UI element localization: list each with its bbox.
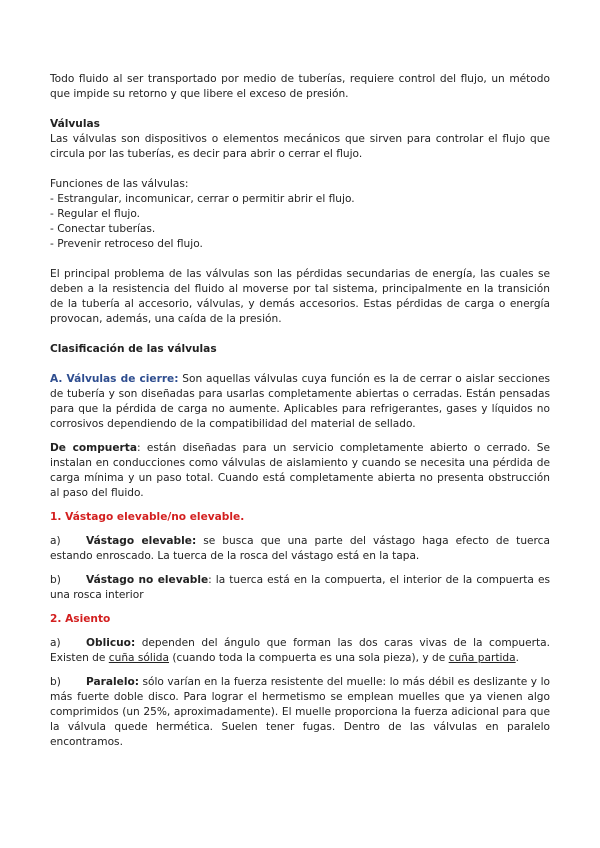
asiento-a-text1: dependen del ángulo que forman las dos caras vivas de la compuerta. Existen de (50, 637, 550, 664)
intro-paragraph: Todo fluido al ser transportado por medio de tuberías, requiere control del flujo, un método que impide su retorno y que libere el exceso de presión. (50, 73, 550, 100)
valvulas-heading: Válvulas (50, 118, 100, 130)
vastago-a-marker: a) (50, 535, 61, 547)
asiento-a-paragraph (50, 636, 550, 666)
vastago-a-paragraph (50, 534, 550, 564)
asiento-a-label: Oblicuo: (86, 637, 136, 649)
vastago-a-text: se busca que una parte del vástago haga efecto de tuerca estando enroscado. La tuerca de la rosca del vástago está en la tapa. (50, 535, 550, 562)
compuerta-paragraph (50, 441, 550, 501)
asiento-a-text3: . (515, 652, 520, 664)
asiento-b-paragraph (50, 675, 550, 750)
document-page (50, 72, 550, 750)
cierre-paragraph (50, 372, 550, 432)
asiento-b-text: sólo varían en la fuerza resistente del muelle: lo más débil es deslizante y lo más fuerte doble disco. Para lograr el hermetismo se emplean muelles que ya vienen algo comprimidos (un 25%, aproximadamente). El muelle proporciona la fuerza adicional para que la válvula quede hermética. Suelen tener fugas. Dentro de las válvulas en paralelo encontramos. (50, 676, 550, 748)
funciones-item: - Prevenir retroceso del flujo. (50, 238, 203, 250)
funciones-item: - Estrangular, incomunicar, cerrar o permitir abrir el flujo. (50, 193, 355, 205)
cierre-label: A. Válvulas de cierre: (50, 373, 179, 385)
funciones-heading: Funciones de las válvulas: (50, 178, 189, 190)
clasificacion-heading: Clasificación de las válvulas (50, 343, 217, 355)
vastago-heading: 1. Vástago elevable/no elevable. (50, 511, 245, 523)
cuna-partida-text: cuña partida (448, 652, 516, 664)
vastago-b-paragraph (50, 573, 550, 603)
asiento-b-label: Paralelo: (86, 676, 139, 688)
asiento-a-text2: (cuando toda la compuerta es una sola pieza), y de (169, 652, 449, 664)
compuerta-text: : están diseñadas para un servicio completamente abierto o cerrado. Se instalan en conducciones como válvulas de aislamiento y cuando se necesita una pérdida de carga mínima y un paso total. Cuando está completamente abierta no presenta obstrucción al paso del fluido. (50, 442, 550, 499)
vastago-a-label: Vástago elevable: (86, 535, 197, 547)
compuerta-label: De compuerta (50, 442, 137, 454)
vastago-b-marker: b) (50, 574, 61, 586)
vastago-b-text: : la tuerca está en la compuerta, el interior de la compuerta es una rosca interior (50, 574, 550, 601)
valvulas-paragraph: Las válvulas son dispositivos o elementos mecánicos que sirven para controlar el flujo que circula por las tuberías, es decir para abrir o cerrar el flujo. (50, 133, 550, 160)
cuna-solida-text: cuña sólida (108, 652, 170, 664)
asiento-b-marker: b) (50, 676, 61, 688)
cierre-text: Son aquellas válvulas cuya función es la de cerrar o aislar secciones de tubería y son diseñadas para usarlas completamente abiertas o cerradas. Están pensadas para que la pérdida de carga no aumente. Aplicables para refrigerantes, gases y líquidos no corrosivos dependiendo de la compatibilidad del material de sellado. (50, 373, 550, 430)
problema-paragraph: El principal problema de las válvulas son las pérdidas secundarias de energía, las cuales se deben a la resistencia del fluido al moverse por tal sistema, principalmente en la transición de la tubería al accesorio, válvulas, y demás accesorios. Estas pérdidas de carga o energía provocan, además, una caída de la presión. (50, 268, 550, 325)
funciones-item: - Regular el flujo. (50, 208, 141, 220)
funciones-item: - Conectar tuberías. (50, 223, 156, 235)
asiento-heading: 2. Asiento (50, 613, 111, 625)
asiento-a-marker: a) (50, 637, 61, 649)
vastago-b-label: Vástago no elevable (86, 574, 209, 586)
